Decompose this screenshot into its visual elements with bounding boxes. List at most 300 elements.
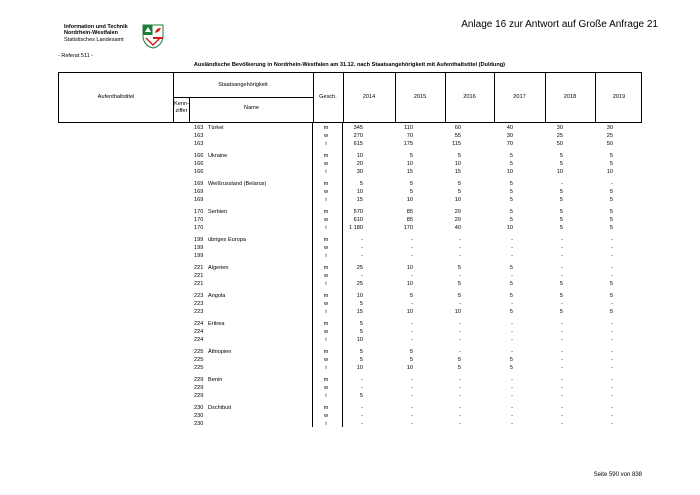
- referat-label: - Referat 511 -: [58, 53, 94, 59]
- value-cell: -: [511, 237, 513, 243]
- value-cell: -: [561, 337, 563, 343]
- col-aufenthaltstitel: Aufenthaltstitel: [97, 94, 135, 100]
- value-cell: -: [459, 273, 461, 279]
- col-year-2015: 2015: [413, 94, 427, 100]
- value-cell: 5: [509, 197, 513, 203]
- gesch-cell: i: [325, 337, 327, 343]
- value-cell: 5: [559, 293, 563, 299]
- gesch-cell: i: [325, 365, 327, 371]
- value-cell: 70: [506, 141, 513, 147]
- value-cell: -: [511, 405, 513, 411]
- value-cell: -: [511, 393, 513, 399]
- value-cell: 5: [359, 393, 363, 399]
- value-cell: 5: [509, 161, 513, 167]
- col-name: Name: [244, 105, 259, 111]
- country-name-cell: übriges Europa: [208, 237, 246, 243]
- value-cell: -: [561, 385, 563, 391]
- kennziffer-cell: 230: [194, 421, 204, 427]
- value-cell: -: [561, 357, 563, 363]
- country-name-cell: Ukraine: [208, 153, 228, 159]
- org-line-3: Statistisches Landesamt: [64, 36, 124, 43]
- kennziffer-cell: 166: [194, 169, 204, 175]
- value-cell: 10: [454, 197, 461, 203]
- country-name-cell: Serbien: [208, 209, 228, 215]
- gesch-cell: i: [325, 169, 327, 175]
- value-cell: 5: [509, 217, 513, 223]
- value-cell: 570: [353, 209, 363, 215]
- nrw-coat-of-arms-icon: [140, 23, 166, 49]
- value-cell: -: [611, 377, 613, 383]
- value-cell: 5: [559, 309, 563, 315]
- value-cell: -: [511, 245, 513, 251]
- value-cell: 15: [406, 169, 413, 175]
- value-cell: 1 180: [349, 225, 363, 231]
- value-cell: 5: [509, 357, 513, 363]
- value-cell: -: [411, 413, 413, 419]
- value-cell: 5: [509, 189, 513, 195]
- country-name-cell: Eritrea: [208, 321, 225, 327]
- gesch-cell: i: [325, 393, 327, 399]
- value-cell: -: [459, 421, 461, 427]
- value-cell: 345: [353, 125, 363, 131]
- value-cell: 10: [606, 169, 613, 175]
- country-name-cell: Algerien: [208, 265, 229, 271]
- value-cell: 5: [409, 357, 413, 363]
- value-cell: -: [411, 253, 413, 259]
- value-cell: 70: [406, 133, 413, 139]
- col-kennziffer: Kenn- ziffer: [174, 101, 189, 114]
- value-cell: 10: [406, 197, 413, 203]
- value-cell: -: [561, 181, 563, 187]
- value-cell: -: [561, 301, 563, 307]
- value-cell: -: [611, 321, 613, 327]
- value-cell: -: [511, 421, 513, 427]
- value-cell: 5: [457, 357, 461, 363]
- value-cell: 110: [404, 125, 413, 131]
- value-cell: 610: [353, 217, 363, 223]
- value-cell: 5: [509, 181, 513, 187]
- value-cell: 5: [509, 153, 513, 159]
- value-cell: -: [511, 413, 513, 419]
- gesch-cell: m: [323, 349, 329, 355]
- table-row: [58, 336, 642, 345]
- col-year-2016: 2016: [463, 94, 476, 100]
- value-cell: 5: [609, 209, 613, 215]
- value-cell: 5: [509, 293, 513, 299]
- value-cell: -: [459, 321, 461, 327]
- value-cell: -: [411, 301, 413, 307]
- value-cell: 615: [353, 141, 363, 147]
- value-cell: 55: [454, 133, 461, 139]
- value-cell: -: [511, 253, 513, 259]
- gesch-cell: i: [325, 197, 327, 203]
- value-cell: -: [611, 365, 613, 371]
- value-cell: -: [459, 301, 461, 307]
- value-cell: 25: [606, 133, 613, 139]
- value-cell: 5: [359, 329, 363, 335]
- value-cell: 15: [356, 197, 363, 203]
- value-cell: 10: [506, 169, 513, 175]
- kennziffer-cell: 163: [194, 133, 204, 139]
- value-cell: -: [511, 337, 513, 343]
- gesch-cell: i: [325, 225, 327, 231]
- value-cell: 115: [452, 141, 461, 147]
- gesch-cell: i: [325, 141, 327, 147]
- value-cell: -: [361, 253, 363, 259]
- country-name-cell: Dschibuti: [208, 405, 232, 411]
- kennziffer-cell: 166: [194, 161, 204, 167]
- value-cell: -: [561, 349, 563, 355]
- value-cell: -: [511, 329, 513, 335]
- value-cell: 5: [559, 281, 563, 287]
- value-cell: 10: [454, 309, 461, 315]
- value-cell: 5: [457, 153, 461, 159]
- gesch-cell: i: [325, 281, 327, 287]
- gesch-cell: w: [323, 189, 329, 195]
- value-cell: 5: [509, 265, 513, 271]
- country-name-cell: Benin: [208, 377, 223, 383]
- anlage-heading: Anlage 16 zur Antwort auf Große Anfrage 21: [461, 19, 658, 30]
- value-cell: -: [459, 329, 461, 335]
- value-cell: -: [561, 393, 563, 399]
- gesch-cell: m: [323, 405, 329, 411]
- value-cell: 10: [556, 169, 563, 175]
- gesch-cell: i: [325, 309, 327, 315]
- table-header: [58, 72, 642, 123]
- value-cell: 5: [609, 293, 613, 299]
- value-cell: -: [511, 385, 513, 391]
- value-cell: 5: [609, 197, 613, 203]
- value-cell: -: [561, 245, 563, 251]
- value-cell: -: [611, 237, 613, 243]
- value-cell: -: [511, 273, 513, 279]
- country-name-cell: Türkei: [208, 125, 224, 131]
- value-cell: 5: [457, 365, 461, 371]
- kennziffer-cell: 221: [194, 273, 204, 279]
- table-row: [58, 420, 642, 429]
- value-cell: 5: [609, 217, 613, 223]
- value-cell: -: [411, 329, 413, 335]
- value-cell: 15: [454, 169, 461, 175]
- value-cell: 10: [356, 153, 363, 159]
- kennziffer-cell: 221: [194, 265, 204, 271]
- value-cell: -: [611, 393, 613, 399]
- value-cell: 5: [457, 281, 461, 287]
- value-cell: -: [611, 421, 613, 427]
- value-cell: 10: [406, 265, 413, 271]
- gesch-cell: m: [323, 265, 329, 271]
- kennziffer-cell: 166: [194, 153, 204, 159]
- value-cell: 60: [454, 125, 461, 131]
- value-cell: 20: [454, 217, 461, 223]
- gesch-cell: i: [325, 253, 327, 259]
- value-cell: -: [511, 349, 513, 355]
- value-cell: -: [611, 385, 613, 391]
- gesch-cell: w: [323, 357, 329, 363]
- value-cell: 175: [403, 141, 413, 147]
- value-cell: 10: [356, 293, 363, 299]
- gesch-cell: m: [323, 237, 329, 243]
- value-cell: 5: [559, 161, 563, 167]
- value-cell: 5: [409, 349, 413, 355]
- gesch-cell: m: [323, 153, 329, 159]
- table-title: Ausländische Bevölkerung in Nordrhein-Westfalen am 31.12. nach Staatsangehörigkeit mit Aufenthaltstitel (Duldung): [193, 62, 506, 68]
- kennziffer-cell: 169: [194, 181, 204, 187]
- kennziffer-cell: 169: [194, 189, 204, 195]
- value-cell: -: [459, 385, 461, 391]
- value-cell: 5: [609, 153, 613, 159]
- value-cell: 10: [356, 189, 363, 195]
- value-cell: -: [459, 337, 461, 343]
- kennziffer-cell: 230: [194, 405, 204, 411]
- kennziffer-cell: 224: [194, 321, 204, 327]
- value-cell: -: [611, 253, 613, 259]
- value-cell: -: [411, 321, 413, 327]
- value-cell: -: [459, 245, 461, 251]
- value-cell: -: [411, 273, 413, 279]
- value-cell: 5: [609, 281, 613, 287]
- gesch-cell: m: [323, 209, 329, 215]
- table-row: [58, 224, 642, 233]
- value-cell: -: [361, 413, 363, 419]
- country-name-cell: Weißrussland (Belarus): [208, 181, 267, 187]
- gesch-cell: w: [323, 133, 329, 139]
- value-cell: -: [459, 393, 461, 399]
- value-cell: -: [459, 349, 461, 355]
- value-cell: -: [611, 265, 613, 271]
- table-row: [58, 364, 642, 373]
- value-cell: 20: [454, 209, 461, 215]
- value-cell: -: [361, 405, 363, 411]
- value-cell: 5: [559, 217, 563, 223]
- value-cell: -: [611, 357, 613, 363]
- org-line-2: Nordrhein-Westfalen: [64, 30, 118, 37]
- kennziffer-cell: 225: [194, 357, 204, 363]
- kennziffer-cell: 230: [194, 413, 204, 419]
- value-cell: 5: [457, 293, 461, 299]
- value-cell: 10: [356, 365, 363, 371]
- col-staatsangehoerigkeit: Staatsangehörigkeit: [218, 82, 268, 88]
- value-cell: 5: [509, 281, 513, 287]
- value-cell: 30: [506, 133, 513, 139]
- value-cell: 5: [559, 197, 563, 203]
- gesch-cell: m: [323, 181, 329, 187]
- value-cell: 5: [457, 265, 461, 271]
- table-row: [58, 168, 642, 177]
- value-cell: -: [611, 181, 613, 187]
- value-cell: 5: [609, 161, 613, 167]
- value-cell: -: [411, 245, 413, 251]
- value-cell: -: [561, 421, 563, 427]
- country-name-cell: Äthiopien: [208, 349, 232, 355]
- value-cell: -: [361, 273, 363, 279]
- value-cell: 40: [454, 225, 461, 231]
- kennziffer-cell: 163: [194, 141, 204, 147]
- value-cell: -: [611, 273, 613, 279]
- table-row: [58, 280, 642, 289]
- kennziffer-cell: 163: [194, 125, 204, 131]
- gesch-cell: m: [323, 321, 329, 327]
- org-line-1: Information und Technik: [64, 24, 128, 30]
- value-cell: 10: [406, 161, 413, 167]
- kennziffer-cell: 229: [194, 393, 204, 399]
- value-cell: -: [459, 405, 461, 411]
- value-cell: 5: [609, 189, 613, 195]
- value-cell: 5: [359, 321, 363, 327]
- value-cell: 30: [556, 125, 563, 131]
- table-body: [58, 123, 642, 427]
- value-cell: 50: [606, 141, 613, 147]
- value-cell: -: [511, 377, 513, 383]
- value-cell: 5: [609, 309, 613, 315]
- value-cell: -: [611, 413, 613, 419]
- value-cell: 40: [506, 125, 513, 131]
- col-gesch: Gesch.: [319, 94, 337, 100]
- gesch-cell: w: [323, 413, 329, 419]
- value-cell: -: [561, 273, 563, 279]
- value-cell: -: [611, 337, 613, 343]
- page-number: Seite 590 von 838: [593, 472, 642, 478]
- value-cell: 5: [359, 301, 363, 307]
- value-cell: -: [361, 385, 363, 391]
- value-cell: 270: [353, 133, 363, 139]
- value-cell: 5: [509, 209, 513, 215]
- value-cell: -: [459, 253, 461, 259]
- kennziffer-cell: 224: [194, 329, 204, 335]
- gesch-cell: w: [323, 161, 329, 167]
- value-cell: 5: [359, 349, 363, 355]
- value-cell: -: [561, 365, 563, 371]
- value-cell: 20: [356, 161, 363, 167]
- value-cell: 5: [359, 181, 363, 187]
- value-cell: -: [459, 377, 461, 383]
- value-cell: -: [611, 405, 613, 411]
- gesch-cell: i: [325, 421, 327, 427]
- value-cell: -: [411, 421, 413, 427]
- value-cell: 170: [403, 225, 413, 231]
- gesch-cell: m: [323, 377, 329, 383]
- col-year-2019: 2019: [612, 94, 626, 100]
- value-cell: -: [411, 405, 413, 411]
- kennziffer-cell: 223: [194, 301, 204, 307]
- kennziffer-cell: 223: [194, 309, 204, 315]
- table-row: [58, 140, 642, 149]
- value-cell: 10: [406, 365, 413, 371]
- value-cell: 5: [559, 209, 563, 215]
- value-cell: 10: [406, 309, 413, 315]
- col-year-2014: 2014: [362, 94, 376, 100]
- value-cell: 5: [509, 365, 513, 371]
- value-cell: -: [361, 245, 363, 251]
- value-cell: 10: [454, 161, 461, 167]
- value-cell: 5: [409, 293, 413, 299]
- kennziffer-cell: 229: [194, 377, 204, 383]
- value-cell: -: [511, 321, 513, 327]
- value-cell: -: [459, 413, 461, 419]
- value-cell: 10: [406, 281, 413, 287]
- value-cell: -: [561, 413, 563, 419]
- value-cell: 5: [409, 153, 413, 159]
- value-cell: 30: [356, 169, 363, 175]
- value-cell: -: [561, 265, 563, 271]
- kennziffer-cell: 221: [194, 281, 204, 287]
- col-year-2017: 2017: [513, 94, 526, 100]
- kennziffer-cell: 199: [194, 237, 204, 243]
- kennziffer-cell: 199: [194, 245, 204, 251]
- gesch-cell: m: [323, 293, 329, 299]
- value-cell: -: [561, 329, 563, 335]
- value-cell: -: [561, 321, 563, 327]
- kennziffer-cell: 169: [194, 197, 204, 203]
- value-cell: 25: [356, 281, 363, 287]
- value-cell: 5: [559, 189, 563, 195]
- value-cell: 5: [409, 181, 413, 187]
- table-row: [58, 252, 642, 261]
- value-cell: 5: [559, 225, 563, 231]
- value-cell: -: [411, 377, 413, 383]
- kennziffer-cell: 170: [194, 217, 204, 223]
- table-row: [58, 196, 642, 205]
- kennziffer-cell: 170: [194, 225, 204, 231]
- kennziffer-cell: 224: [194, 337, 204, 343]
- gesch-cell: w: [323, 217, 329, 223]
- value-cell: -: [611, 245, 613, 251]
- value-cell: -: [411, 393, 413, 399]
- value-cell: -: [561, 377, 563, 383]
- value-cell: -: [611, 349, 613, 355]
- table-row: [58, 308, 642, 317]
- value-cell: 5: [359, 357, 363, 363]
- kennziffer-cell: 199: [194, 253, 204, 259]
- value-cell: -: [361, 377, 363, 383]
- value-cell: -: [411, 337, 413, 343]
- value-cell: -: [361, 421, 363, 427]
- value-cell: 5: [457, 189, 461, 195]
- value-cell: -: [561, 253, 563, 259]
- value-cell: -: [361, 237, 363, 243]
- value-cell: -: [411, 385, 413, 391]
- kennziffer-cell: 223: [194, 293, 204, 299]
- kennziffer-cell: 225: [194, 349, 204, 355]
- value-cell: 50: [556, 141, 563, 147]
- value-cell: 30: [606, 125, 613, 131]
- table-row: [58, 392, 642, 401]
- value-cell: 5: [409, 189, 413, 195]
- value-cell: 5: [559, 153, 563, 159]
- value-cell: 85: [406, 217, 413, 223]
- kennziffer-cell: 170: [194, 209, 204, 215]
- value-cell: 25: [356, 265, 363, 271]
- value-cell: 10: [506, 225, 513, 231]
- gesch-cell: m: [323, 125, 329, 131]
- country-name-cell: Angola: [208, 293, 226, 299]
- value-cell: 5: [457, 181, 461, 187]
- gesch-cell: w: [323, 385, 329, 391]
- value-cell: -: [611, 301, 613, 307]
- value-cell: -: [411, 237, 413, 243]
- value-cell: 5: [609, 225, 613, 231]
- value-cell: -: [459, 237, 461, 243]
- value-cell: 5: [509, 309, 513, 315]
- kennziffer-cell: 229: [194, 385, 204, 391]
- value-cell: -: [511, 301, 513, 307]
- kennziffer-cell: 225: [194, 365, 204, 371]
- gesch-cell: w: [323, 273, 329, 279]
- col-year-2018: 2018: [563, 94, 577, 100]
- gesch-cell: w: [323, 329, 329, 335]
- value-cell: -: [611, 329, 613, 335]
- org-logo-text: [64, 24, 128, 43]
